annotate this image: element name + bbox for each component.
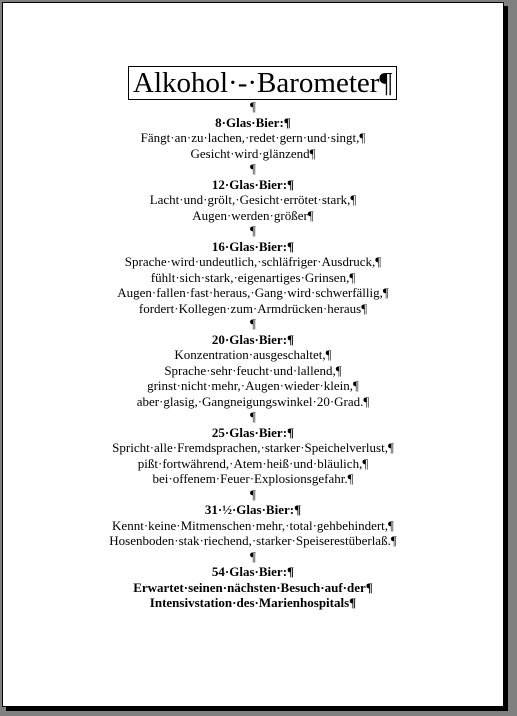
text-line: Augen·fallen·fast·heraus,·Gang·wird·schwerfällig,¶ xyxy=(117,285,389,300)
text-line: ¶ xyxy=(250,548,256,564)
text-line: pißt·fortwährend,·Atem·heiß·und·bläulich,¶ xyxy=(137,455,369,471)
document-body xyxy=(3,99,503,611)
text-line: Augen·werden·größer¶ xyxy=(192,207,314,223)
heading-line: 31·½·Glas·Bier:¶ xyxy=(204,502,302,517)
heading-line: 25·Glas·Bier:¶ xyxy=(211,424,295,440)
heading-line: 8·Glas·Bier:¶ xyxy=(215,114,291,130)
text-line: Sprache·sehr·feucht·und·lallend,¶ xyxy=(164,362,342,378)
text-line: fordert·Kollegen·zum·Armdrücken·heraus¶ xyxy=(138,300,368,316)
text-line: Konzentration·ausgeschaltet,¶ xyxy=(174,347,332,362)
document-title: Alkohol·-·Barometer¶ xyxy=(128,66,397,100)
heading-line: 16·Glas·Bier:¶ xyxy=(211,238,295,254)
text-line: Fängt·an·zu·lachen,·redet·gern·und·singt,¶ xyxy=(140,130,366,145)
text-line: grinst·nicht·mehr,·Augen·wieder·klein,¶ xyxy=(147,378,359,393)
text-line: ¶ xyxy=(250,161,256,176)
text-line: Lacht·und·grölt,·Gesicht·errötet·stark,¶ xyxy=(149,192,357,207)
text-line: ¶ xyxy=(250,223,256,238)
text-line: Gesicht·wird·glänzend¶ xyxy=(190,145,316,161)
text-line: Spricht·alle·Fremdsprachen,·starker·Speichelverlust,¶ xyxy=(112,440,394,455)
heading-line: Erwartet·seinen·nächsten·Besuch·auf·der¶ xyxy=(133,579,373,595)
text-line: ¶ xyxy=(250,316,256,331)
text-line: Hosenboden·stak·riechend,·starker·Speiserestüberlaß.¶ xyxy=(109,533,397,548)
text-line: aber·glasig,·Gangneigungswinkel·20·Grad.¶ xyxy=(136,393,370,409)
heading-line: 20·Glas·Bier:¶ xyxy=(211,331,295,347)
text-line: Kennt·keine·Mitmenschen·mehr,·total·gehbehindert,¶ xyxy=(112,517,394,533)
text-line: bei·offenem·Feuer·Explosionsgefahr.¶ xyxy=(152,471,354,486)
heading-line: Intensivstation·des·Marienhospitals¶ xyxy=(149,595,357,610)
text-line: ¶ xyxy=(250,409,256,424)
text-line: Sprache·wird·undeutlich,·schläfriger·Ausdruck,¶ xyxy=(124,254,382,269)
text-line: ¶ xyxy=(250,486,256,502)
document-page xyxy=(2,2,504,707)
heading-line: 12·Glas·Bier:¶ xyxy=(211,176,295,192)
heading-line: 54·Glas·Bier:¶ xyxy=(211,564,295,579)
text-line: ¶ xyxy=(250,99,256,114)
text-line: fühlt·sich·stark,·eigenartiges·Grinsen,¶ xyxy=(150,269,356,285)
